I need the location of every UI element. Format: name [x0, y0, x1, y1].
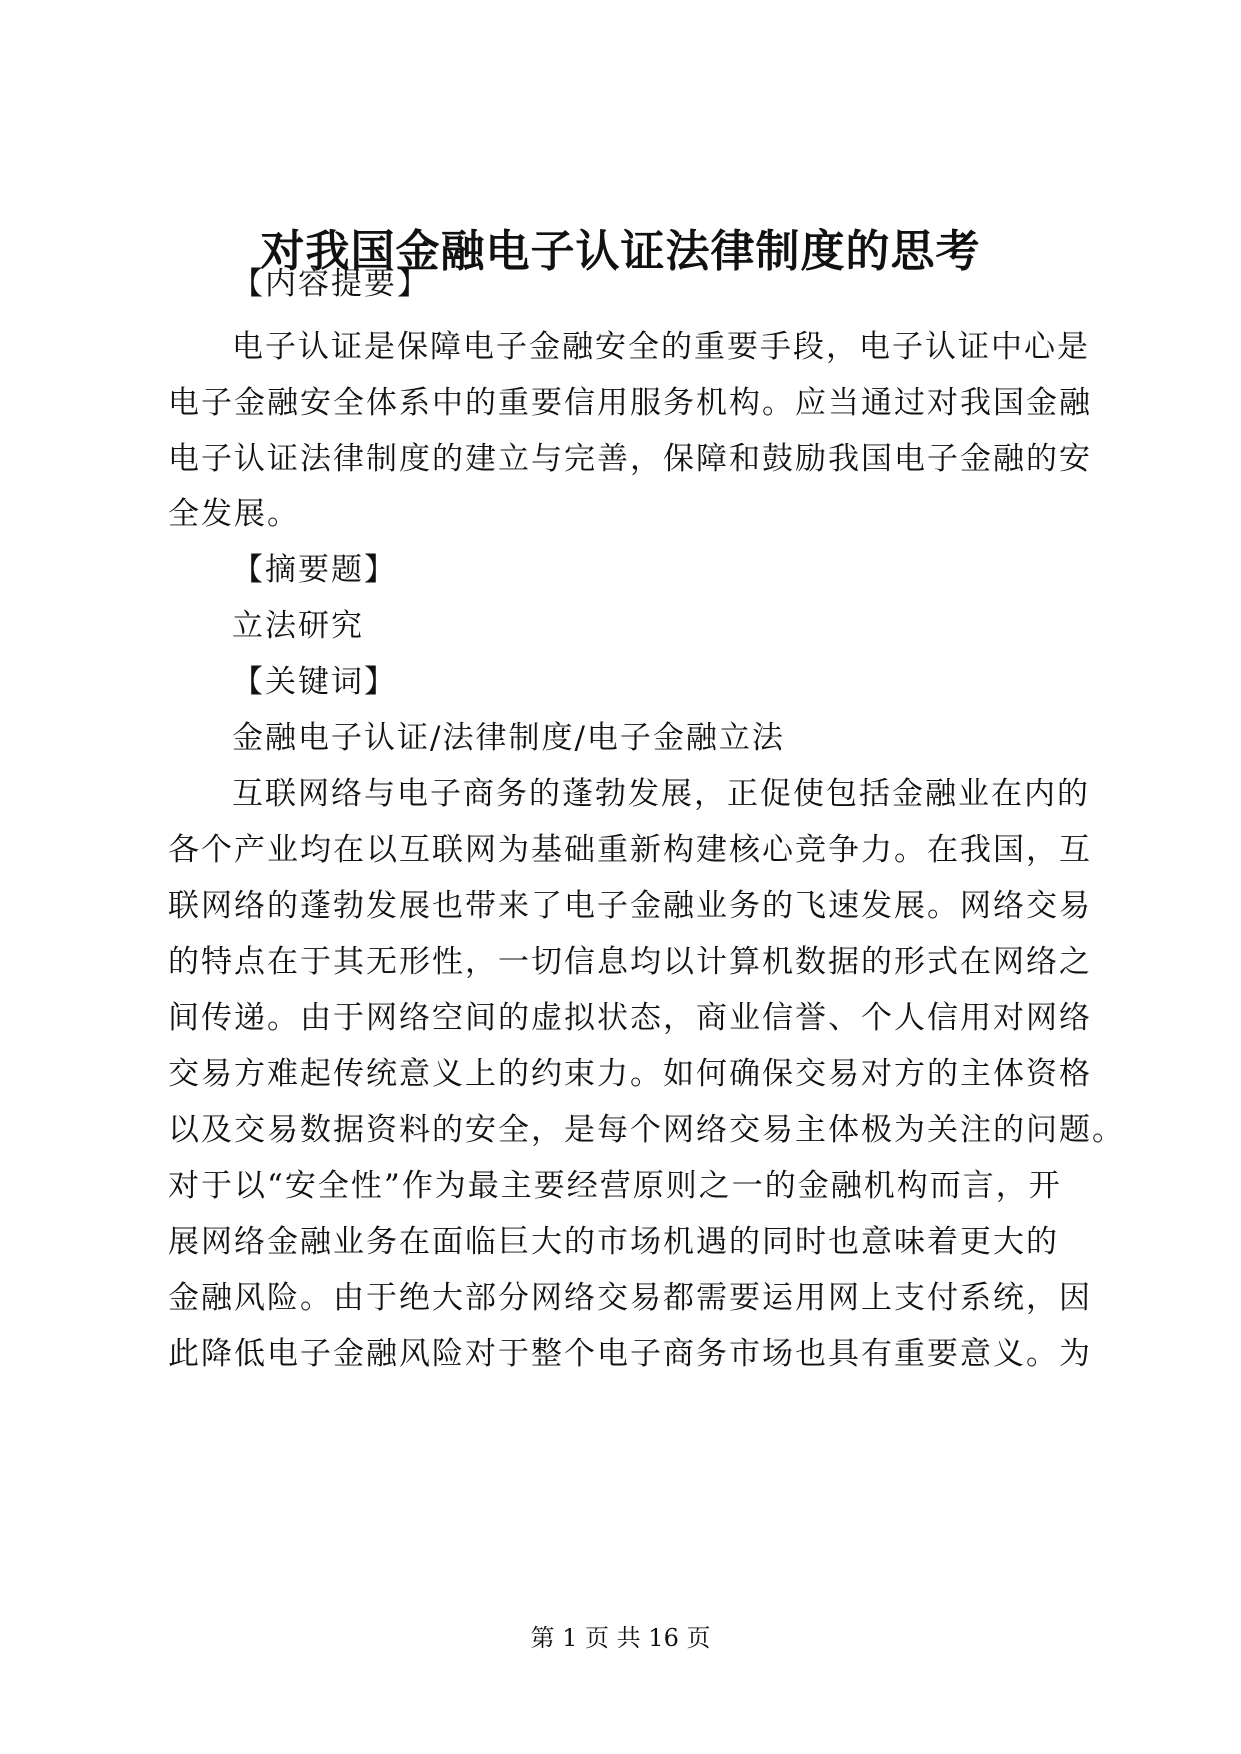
paragraph-line: 的特点在于其无形性，一切信息均以计算机数据的形式在网络之: [168, 944, 1092, 980]
paragraph-line: 电子认证法律制度的建立与完善，保障和鼓励我国电子金融的安: [168, 441, 1092, 477]
paragraph-line: 对于以“安全性”作为最主要经营原则之一的金融机构而言，开: [168, 1168, 1062, 1204]
paragraph-line: 全发展。: [168, 496, 300, 532]
section-heading-abstract: 【内容提要】: [232, 266, 430, 302]
section-heading-keywords: 【关键词】: [232, 664, 397, 700]
paragraph-line: 以及交易数据资料的安全，是每个网络交易主体极为关注的问题。: [168, 1112, 1125, 1148]
paragraph-line: 电子认证是保障电子金融安全的重要手段，电子认证中心是: [232, 329, 1090, 365]
document-title: 对我国金融电子认证法律制度的思考: [260, 226, 981, 277]
paragraph-line: 金融风险。由于绝大部分网络交易都需要运用网上支付系统，因: [168, 1280, 1092, 1316]
paragraph-line: 展网络金融业务在面临巨大的市场机遇的同时也意味着更大的: [168, 1224, 1059, 1260]
paragraph-line: 各个产业均在以互联网为基础重新构建核心竞争力。在我国，互: [168, 832, 1092, 868]
paragraph-line: 联网络的蓬勃发展也带来了电子金融业务的飞速发展。网络交易: [168, 888, 1092, 924]
paragraph-line: 交易方难起传统意义上的约束力。如何确保交易对方的主体资格: [168, 1056, 1092, 1092]
paragraph-line: 间传递。由于网络空间的虚拟状态，商业信誉、个人信用对网络: [168, 1000, 1092, 1036]
paragraph-line: 互联网络与电子商务的蓬勃发展，正促使包括金融业在内的: [232, 776, 1090, 812]
paragraph-line: 此降低电子金融风险对于整个电子商务市场也具有重要意义。为: [168, 1336, 1092, 1372]
section-heading-subject: 【摘要题】: [232, 552, 397, 588]
page-number-footer: 第 1 页 共 16 页: [530, 1624, 711, 1652]
keywords-text: 金融电子认证/法律制度/电子金融立法: [232, 720, 785, 756]
paragraph-line: 电子金融安全体系中的重要信用服务机构。应当通过对我国金融: [168, 385, 1092, 421]
subject-text: 立法研究: [232, 608, 364, 644]
